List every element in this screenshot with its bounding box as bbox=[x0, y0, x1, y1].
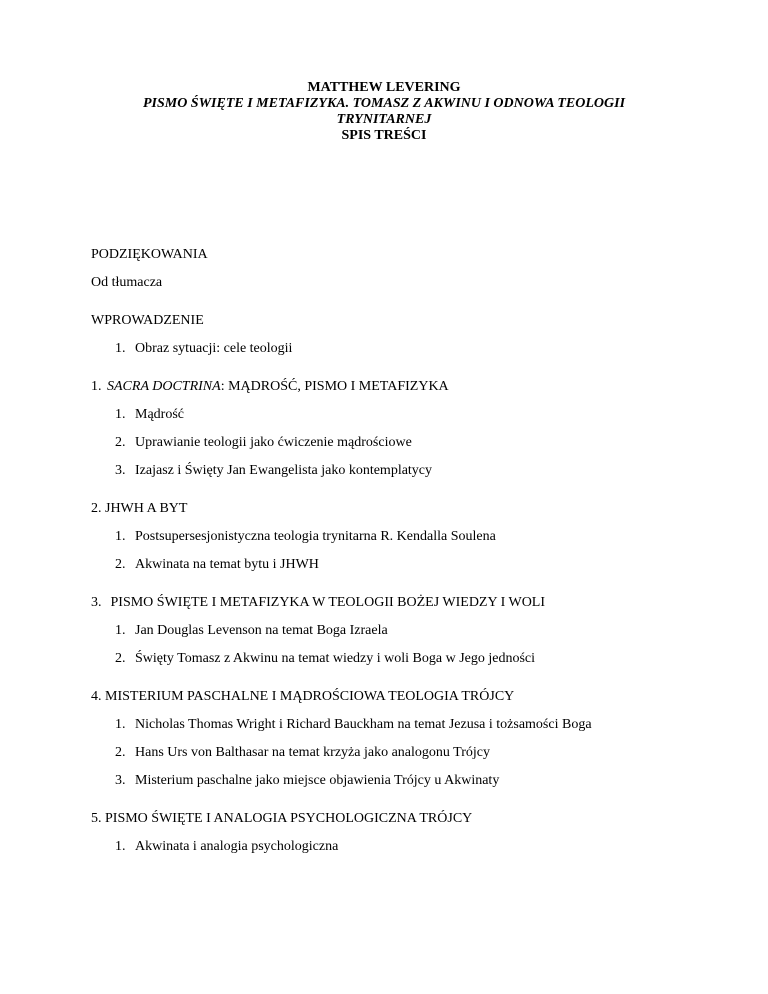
chapter-title: PISMO ŚWIĘTE I METAFIZYKA W TEOLOGII BOŻEJ WIEDZY I WOLI bbox=[110, 595, 546, 610]
toc-chapter-2 bbox=[91, 500, 731, 518]
book-title-line-2: TRYNITARNEJ bbox=[336, 112, 432, 127]
item-number: 1. bbox=[115, 407, 126, 422]
toc-chapter-1 bbox=[91, 378, 731, 396]
author-name: MATTHEW LEVERING bbox=[307, 80, 461, 95]
item-number: 2. bbox=[115, 435, 126, 450]
table-of-contents bbox=[91, 246, 731, 856]
book-title-line-1: PISMO ŚWIĘTE I METAFIZYKA. TOMASZ Z AKWINU I ODNOWA TEOLOGII bbox=[142, 96, 626, 111]
toc-chapter-1-item-2 bbox=[115, 434, 731, 452]
item-text: Akwinata i analogia psychologiczna bbox=[135, 839, 339, 854]
item-text: Uprawianie teologii jako ćwiczenie mądrościowe bbox=[135, 435, 412, 450]
chapter-number: 5. bbox=[91, 811, 102, 826]
item-text: Jan Douglas Levenson na temat Boga Izraela bbox=[135, 623, 388, 638]
toc-chapter-2-item-1 bbox=[115, 528, 731, 546]
toc-translator-note: Od tłumacza bbox=[91, 275, 163, 290]
item-number: 2. bbox=[115, 557, 126, 572]
item-text: Obraz sytuacji: cele teologii bbox=[135, 341, 293, 356]
toc-introduction-item bbox=[115, 340, 731, 358]
document-header bbox=[0, 80, 768, 144]
toc-introduction: WPROWADZENIE bbox=[91, 313, 204, 328]
item-text: Izajasz i Święty Jan Ewangelista jako kontemplatycy bbox=[135, 463, 433, 478]
toc-chapter-2-item-2 bbox=[115, 556, 731, 574]
item-number: 1. bbox=[115, 341, 126, 356]
chapter-title: : MĄDROŚĆ, PISMO I METAFIZYKA bbox=[220, 379, 449, 394]
item-text: Misterium paschalne jako miejsce objawienia Trójcy u Akwinaty bbox=[135, 773, 500, 788]
item-text: Mądrość bbox=[135, 407, 184, 422]
toc-chapter-4 bbox=[91, 688, 731, 706]
item-number: 1. bbox=[115, 529, 126, 544]
chapter-title-italic: SACRA DOCTRINA bbox=[107, 379, 221, 394]
toc-chapter-3-item-2 bbox=[115, 650, 731, 668]
item-number: 1. bbox=[115, 717, 126, 732]
item-number: 2. bbox=[115, 651, 126, 666]
toc-heading: SPIS TREŚCI bbox=[341, 128, 427, 143]
toc-chapter-4-item-1 bbox=[115, 716, 731, 734]
chapter-title: JHWH A BYT bbox=[105, 501, 188, 516]
item-text: Hans Urs von Balthasar na temat krzyża jako analogonu Trójcy bbox=[135, 745, 490, 760]
toc-chapter-3-item-1 bbox=[115, 622, 731, 640]
toc-chapter-1-item-1 bbox=[115, 406, 731, 424]
item-text: Nicholas Thomas Wright i Richard Bauckham na temat Jezusa i tożsamości Boga bbox=[135, 717, 592, 732]
item-number: 3. bbox=[115, 773, 126, 788]
item-number: 3. bbox=[115, 463, 126, 478]
item-number: 2. bbox=[115, 745, 126, 760]
chapter-number: 1. bbox=[91, 379, 102, 394]
item-number: 1. bbox=[115, 623, 126, 638]
chapter-title: MISTERIUM PASCHALNE I MĄDROŚCIOWA TEOLOGIA TRÓJCY bbox=[105, 689, 515, 704]
item-text: Postsupersesjonistyczna teologia trynitarna R. Kendalla Soulena bbox=[135, 529, 496, 544]
toc-chapter-3 bbox=[91, 594, 731, 612]
toc-chapter-4-item-2 bbox=[115, 744, 731, 762]
toc-acknowledgements: PODZIĘKOWANIA bbox=[91, 247, 208, 262]
toc-chapter-5-item-1 bbox=[115, 838, 731, 856]
chapter-number: 2. bbox=[91, 501, 102, 516]
chapter-number: 3. bbox=[91, 595, 102, 610]
item-number: 1. bbox=[115, 839, 126, 854]
toc-chapter-4-item-3 bbox=[115, 772, 731, 790]
item-text: Święty Tomasz z Akwinu na temat wiedzy i woli Boga w Jego jedności bbox=[135, 651, 536, 666]
chapter-title: PISMO ŚWIĘTE I ANALOGIA PSYCHOLOGICZNA TRÓJCY bbox=[105, 811, 473, 826]
toc-chapter-1-item-3 bbox=[115, 462, 731, 480]
toc-chapter-5 bbox=[91, 810, 731, 828]
chapter-number: 4. bbox=[91, 689, 102, 704]
item-text: Akwinata na temat bytu i JHWH bbox=[135, 557, 319, 572]
